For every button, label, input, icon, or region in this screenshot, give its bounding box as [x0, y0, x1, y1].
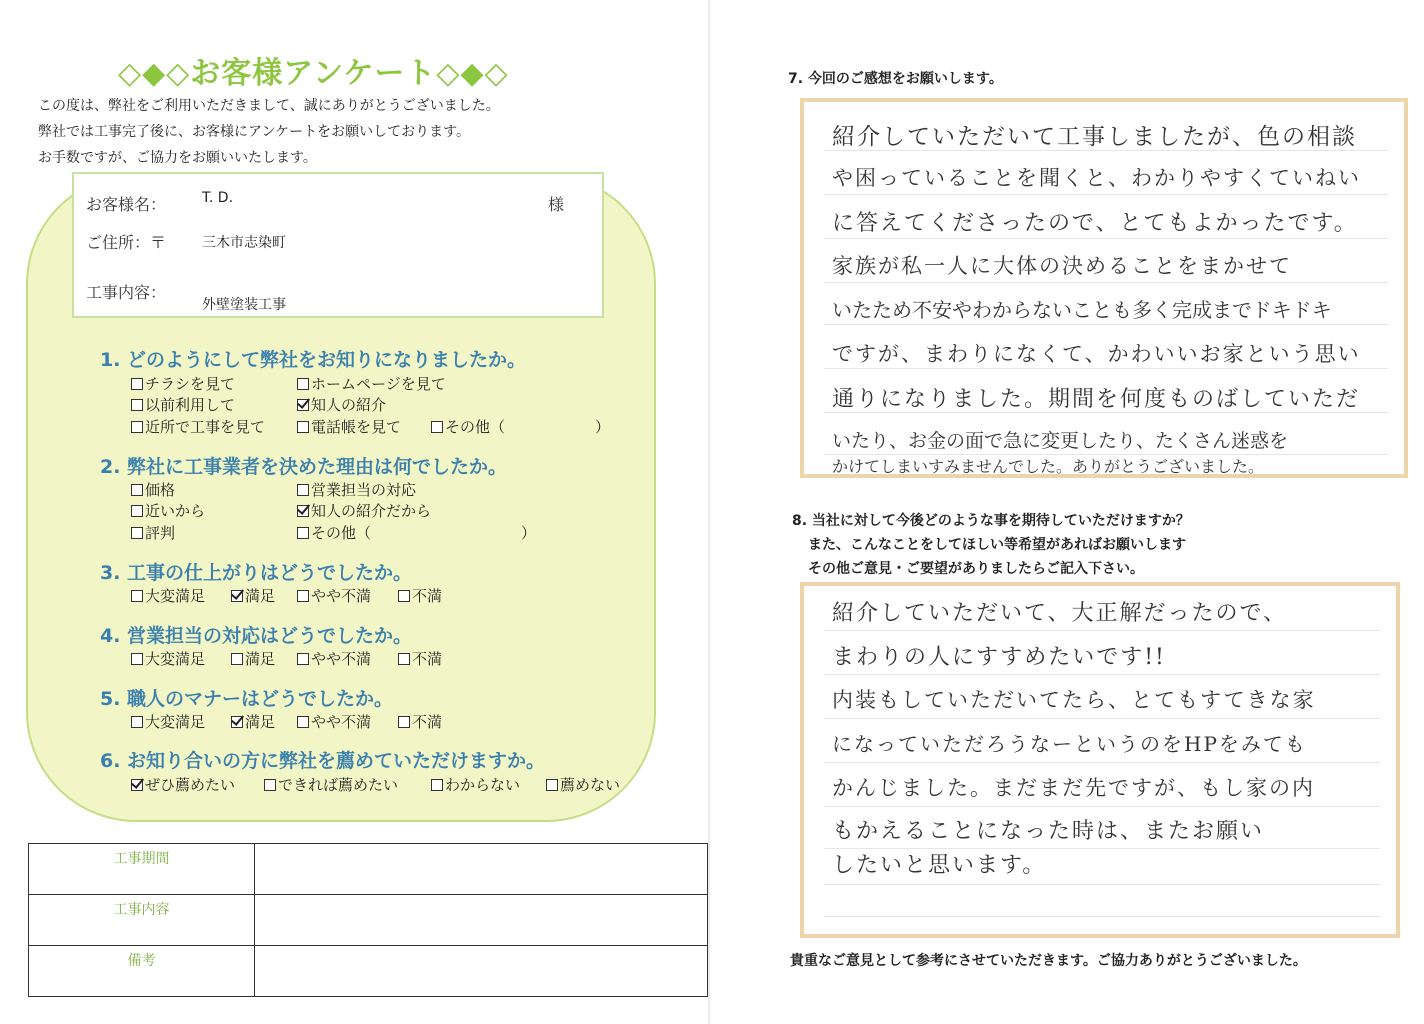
q2-option[interactable]: 営業担当の対応 — [297, 479, 416, 500]
checkbox-icon — [131, 505, 143, 517]
checkbox-checked-icon — [297, 399, 309, 411]
table-row — [29, 894, 707, 945]
handwritten-line: 内装もしていただいてたら、とてもすてきな家 — [832, 688, 1316, 712]
q1-option[interactable]: 電話帳を見て — [297, 416, 401, 437]
checkbox-icon — [398, 590, 410, 602]
handwritten-line: ですが、まわりになくて、かわいいお家という思い — [832, 342, 1361, 366]
checkbox-icon — [231, 653, 243, 665]
q1-option[interactable]: チラシを見て — [131, 373, 235, 394]
work-content-value: 外壁塗装工事 — [202, 297, 286, 313]
ruled-line — [824, 282, 1388, 283]
checkbox-icon — [297, 590, 309, 602]
ruled-line — [824, 630, 1380, 631]
handwritten-line: まわりの人にすすめたいです!! — [832, 645, 1166, 670]
q1-option[interactable]: 以前利用して — [131, 394, 235, 415]
checkbox-icon — [398, 653, 410, 665]
handwritten-line: 紹介していただいて工事しましたが、色の相談 — [832, 124, 1357, 150]
checkbox-icon — [431, 779, 443, 791]
checkbox-icon — [131, 421, 143, 433]
q3-option[interactable]: 不満 — [398, 585, 442, 606]
q2-option[interactable]: 評判 — [131, 522, 175, 543]
survey-title: ◇◆◇お客様アンケート◇◆◇ — [118, 56, 509, 91]
question-4-title: 4. 営業担当の対応はどうでしたか。 — [100, 625, 413, 647]
q2-option[interactable]: その他（ ） — [297, 522, 536, 543]
q6-option[interactable]: わからない — [431, 774, 520, 795]
checkbox-icon — [431, 421, 443, 433]
q5-option[interactable]: 大変満足 — [131, 711, 205, 732]
question-7-answer-box — [800, 98, 1408, 478]
handwritten-line: になっていただろうなーというのをHPをみても — [832, 732, 1307, 756]
q1-option[interactable]: 知人の紹介 — [297, 394, 386, 415]
handwritten-line: いたため不安やわからないことも多く完成までドキドキ — [832, 298, 1332, 322]
question-8-title-line-2: また、こんなことをしてほしい等希望があればお願いします — [808, 537, 1186, 553]
handwritten-line: 家族が私一人に大体の決めることをまかせて — [832, 254, 1292, 278]
q4-option[interactable]: やや不満 — [297, 648, 371, 669]
checkbox-icon — [398, 716, 410, 728]
ruled-line — [824, 916, 1380, 917]
question-7-title: 7. 今回のご感想をお願いします。 — [788, 71, 1003, 87]
ruled-line — [824, 194, 1388, 195]
question-5-title: 5. 職人のマナーはどうでしたか。 — [100, 688, 394, 710]
ruled-line — [824, 324, 1388, 325]
q2-option[interactable]: 価格 — [131, 479, 175, 500]
checkbox-icon — [297, 653, 309, 665]
page-fold-divider — [708, 0, 710, 1024]
checkbox-icon — [131, 653, 143, 665]
q4-option[interactable]: 大変満足 — [131, 648, 205, 669]
ruled-line — [824, 368, 1388, 369]
customer-name-label: お客様名： — [86, 195, 167, 214]
q5-option[interactable]: やや不満 — [297, 711, 371, 732]
question-6-title: 6. お知り合いの方に弊社を薦めていただけますか。 — [100, 750, 546, 772]
checkbox-icon — [131, 590, 143, 602]
intro-line-2: 弊社では工事完了後に、お客様にアンケートをお願いしております。 — [38, 124, 471, 140]
handwritten-line: 紹介していただいて、大正解だったので、 — [832, 601, 1288, 626]
q5-option[interactable]: 不満 — [398, 711, 442, 732]
customer-address-value: 三木市志染町 — [202, 235, 286, 251]
checkbox-icon — [131, 716, 143, 728]
checkbox-icon — [131, 378, 143, 390]
ruled-line — [824, 238, 1388, 239]
checkbox-icon — [131, 484, 143, 496]
survey-page-right — [712, 0, 1424, 1024]
table-row-label: 工事内容 — [29, 895, 255, 945]
handwritten-line: もかえることになった時は、またお願い — [832, 819, 1265, 844]
ruled-line — [824, 718, 1380, 719]
handwritten-line: したいと思います。 — [832, 853, 1047, 878]
checkbox-icon — [297, 378, 309, 390]
q1-option[interactable]: 近所で工事を見て — [131, 416, 265, 437]
table-row-label: 工事期間 — [29, 844, 255, 894]
table-row-label: 備考 — [29, 946, 255, 996]
customer-honorific: 様 — [548, 195, 565, 214]
question-3-title: 3. 工事の仕上がりはどうでしたか。 — [100, 562, 413, 584]
table-row — [29, 844, 707, 894]
q3-option[interactable]: やや不満 — [297, 585, 371, 606]
checkbox-icon — [297, 527, 309, 539]
question-1-title: 1. どのようにして弊社をお知りになりましたか。 — [100, 349, 527, 371]
handwritten-line: 通りになりました。期間を何度ものばしていただ — [832, 387, 1361, 412]
question-8-title-line-1: 8. 当社に対して今後どのような事を期待していただけますか？ — [792, 513, 1190, 529]
ruled-line — [824, 762, 1380, 763]
checkbox-checked-icon — [297, 505, 309, 517]
checkbox-icon — [297, 716, 309, 728]
intro-line-1: この度は、弊社をご利用いただきまして、誠にありがとうございました。 — [38, 98, 500, 114]
checkbox-checked-icon — [131, 779, 143, 791]
customer-info-box — [72, 172, 604, 318]
checkbox-icon — [297, 484, 309, 496]
checkbox-icon — [546, 779, 558, 791]
handwritten-line: かけてしまいすみませんでした。ありがとうございました。 — [832, 457, 1265, 476]
customer-name-value: T. D. — [202, 190, 234, 206]
work-details-table — [28, 843, 708, 997]
question-8-answer-box — [800, 582, 1400, 938]
ruled-line — [824, 674, 1380, 675]
q4-option[interactable]: 不満 — [398, 648, 442, 669]
handwritten-line: かんじました。まだまだ先ですが、もし家の内 — [832, 776, 1315, 800]
q3-option[interactable]: 大変満足 — [131, 585, 205, 606]
handwritten-line: に答えてくださったので、とてもよかったです。 — [832, 211, 1358, 236]
intro-line-3: お手数ですが、ご協力をお願いいたします。 — [38, 150, 317, 166]
checkbox-icon — [264, 779, 276, 791]
closing-message: 貴重なご意見として参考にさせていただきます。ご協力ありがとうございました。 — [790, 953, 1307, 969]
q1-option[interactable]: ホームページを見て — [297, 373, 446, 394]
q5-option[interactable]: 満足 — [231, 711, 275, 732]
q2-option[interactable]: 知人の紹介だから — [297, 500, 431, 521]
checkbox-icon — [131, 527, 143, 539]
checkbox-icon — [131, 399, 143, 411]
q6-option[interactable]: 薦めない — [546, 774, 620, 795]
question-2-title: 2. 弊社に工事業者を決めた理由は何でしたか。 — [100, 456, 508, 478]
q2-option[interactable]: 近いから — [131, 500, 205, 521]
checkbox-checked-icon — [231, 590, 243, 602]
ruled-line — [824, 884, 1380, 885]
checkbox-checked-icon — [231, 716, 243, 728]
q6-option[interactable]: できれば薦めたい — [264, 774, 398, 795]
customer-address-label: ご住所：〒 — [86, 233, 167, 252]
handwritten-line: や困っていることを聞くと、わかりやすくていねい — [832, 166, 1361, 190]
q3-option[interactable]: 満足 — [231, 585, 275, 606]
q1-option[interactable]: その他（ ） — [431, 416, 610, 437]
q6-option[interactable]: ぜひ薦めたい — [131, 774, 235, 795]
q4-option[interactable]: 満足 — [231, 648, 275, 669]
handwritten-line: いたり、お金の面で急に変更したり、たくさん迷惑を — [832, 430, 1289, 452]
checkbox-icon — [297, 421, 309, 433]
work-content-label: 工事内容： — [86, 283, 167, 302]
ruled-line — [824, 806, 1380, 807]
question-8-title-line-3: その他ご意見・ご要望がありましたらご記入下さい。 — [808, 561, 1144, 577]
table-row — [29, 945, 707, 996]
